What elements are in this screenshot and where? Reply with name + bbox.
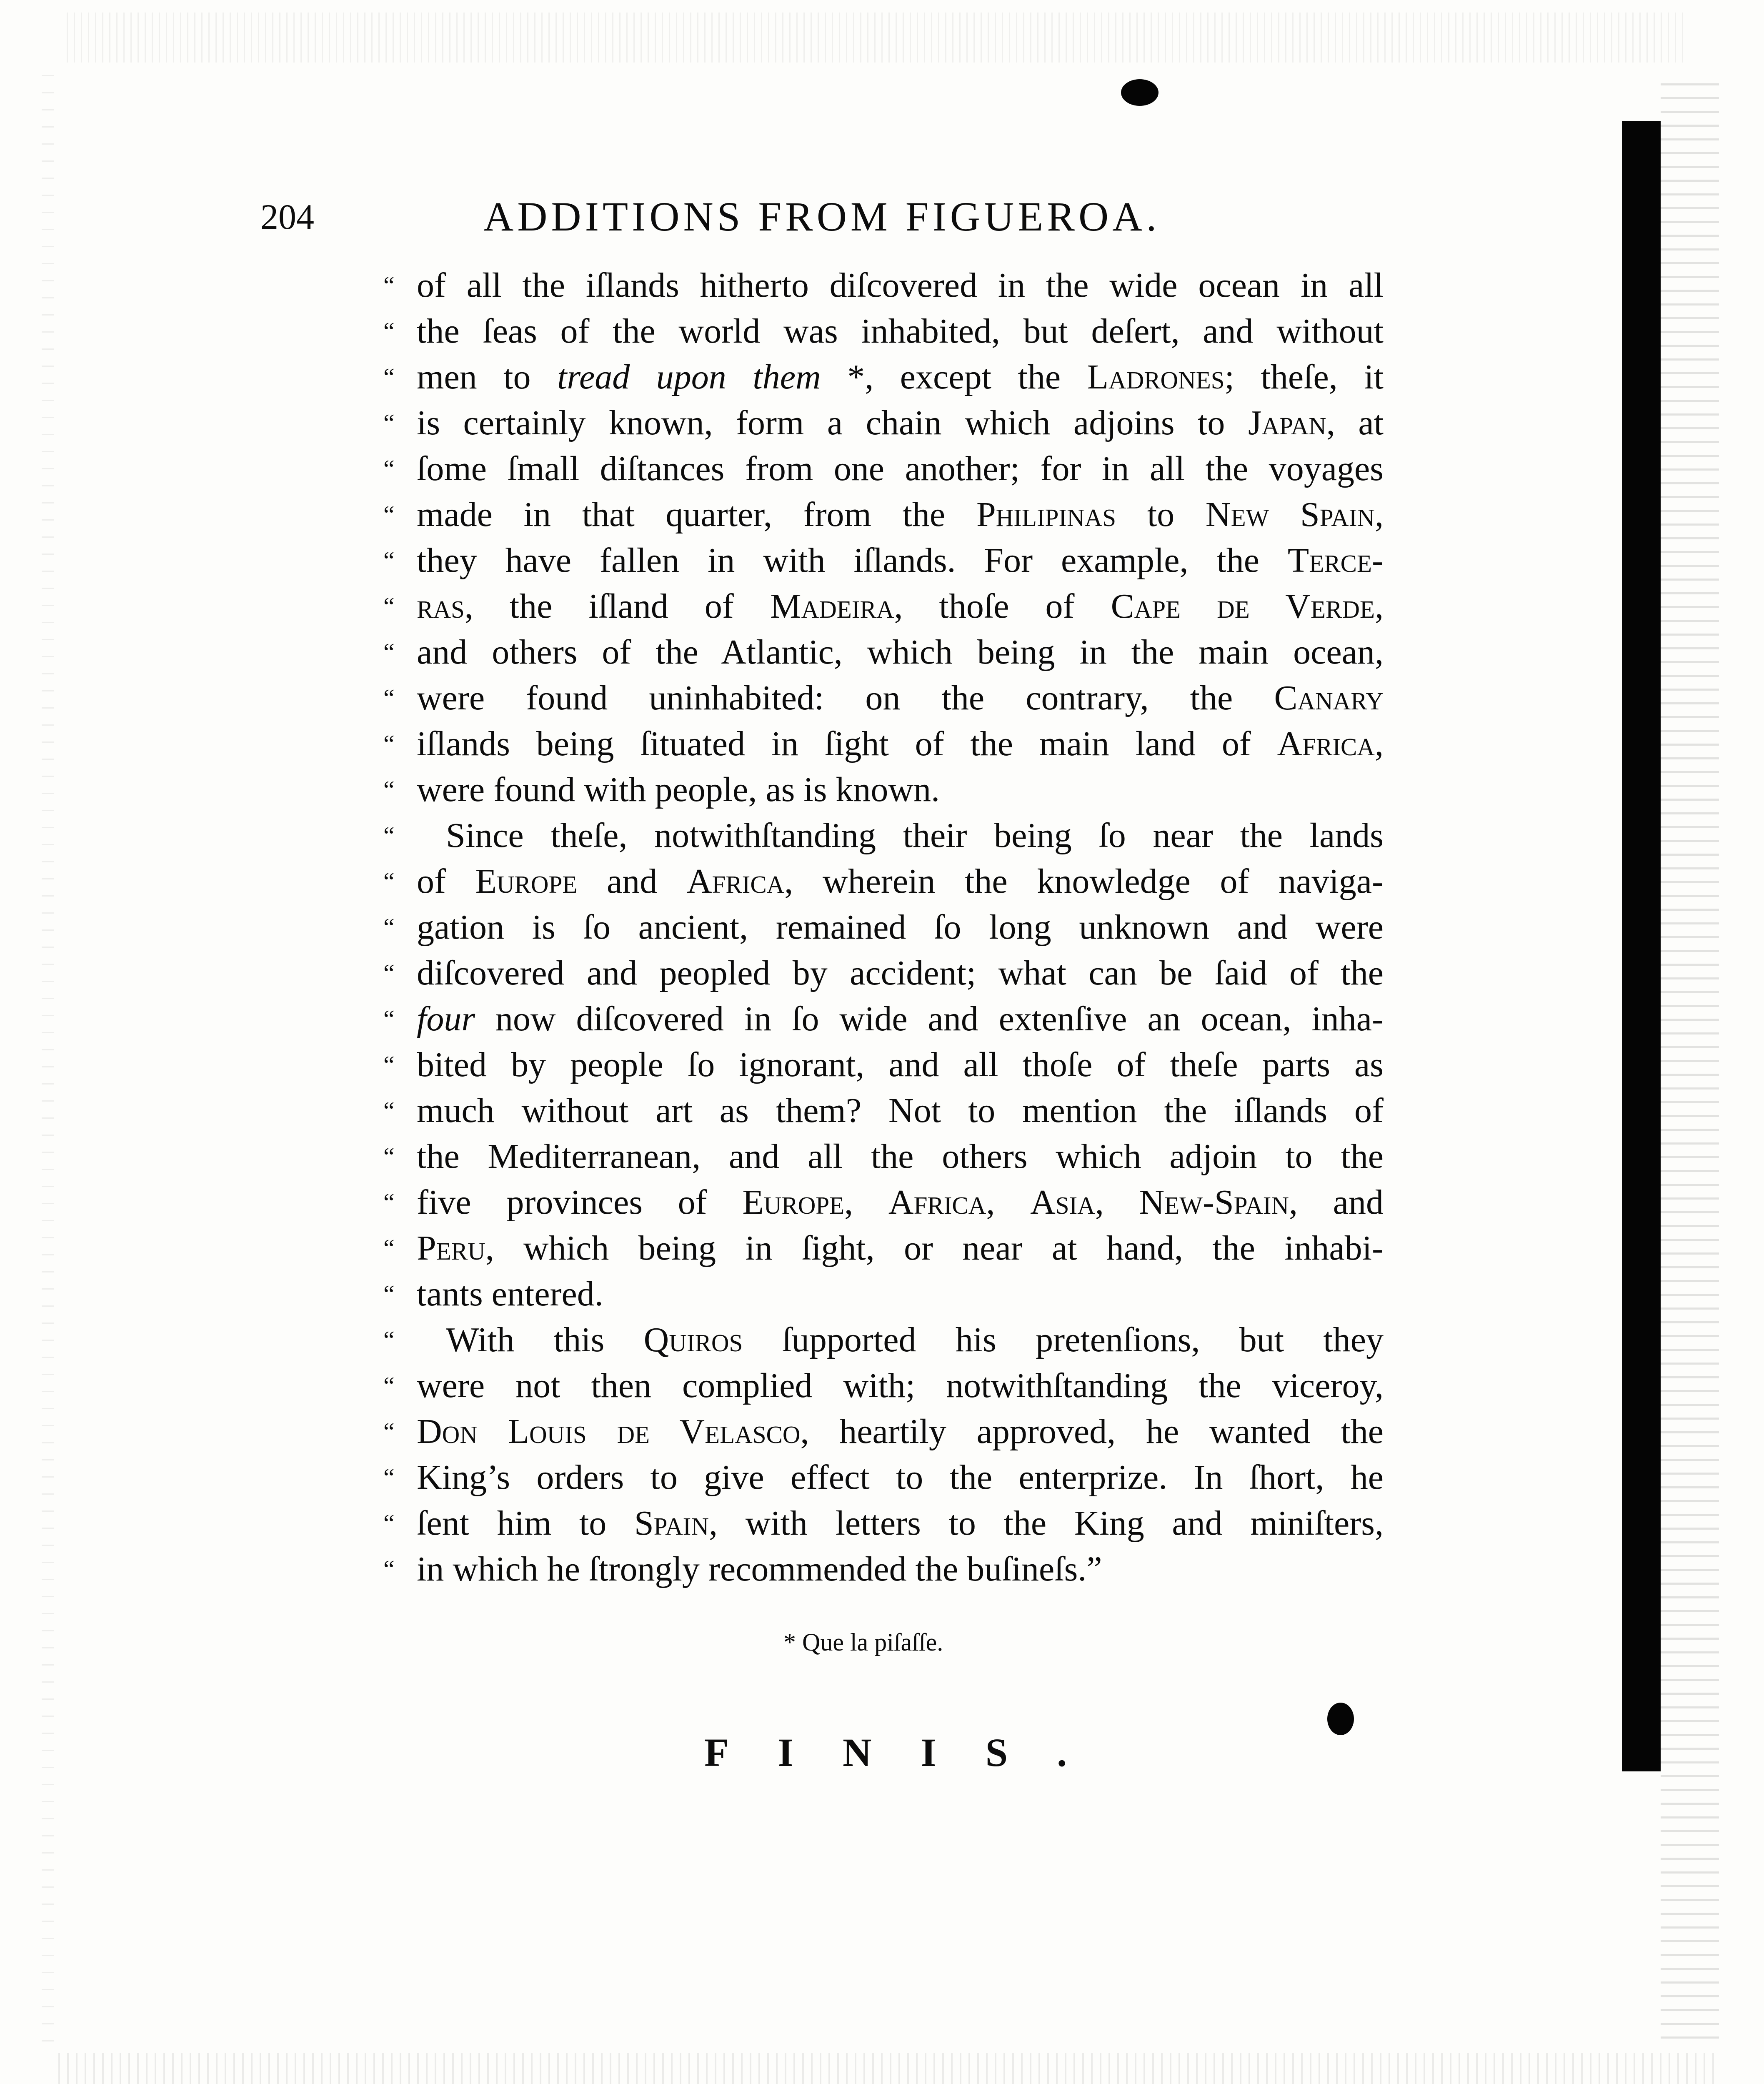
text-run: and <box>577 862 687 901</box>
text-line <box>383 400 1384 446</box>
quote-mark: “ <box>383 318 395 345</box>
footnote: * Que la piſaſſe. <box>783 1628 943 1656</box>
text-run: , <box>986 1183 1031 1222</box>
body-text <box>383 263 1384 1609</box>
scan-edge-left <box>42 75 54 2051</box>
quote-mark: “ <box>383 1510 395 1537</box>
text-run: Since theſe, notwithſtanding their being ſo near the lands <box>446 816 1384 855</box>
text-line <box>383 263 1384 308</box>
quote-mark: “ <box>383 914 395 941</box>
text-run: With this <box>446 1320 644 1359</box>
line-text <box>417 492 1384 538</box>
text-line <box>383 1317 1384 1363</box>
proper-name: Terce- <box>1287 541 1384 580</box>
text-run: , wherein the knowledge of naviga- <box>784 862 1384 901</box>
ink-blot <box>1121 79 1158 106</box>
line-text <box>446 1317 1384 1363</box>
line-text <box>417 1134 1384 1180</box>
text-run: and others of the Atlantic, which being in the main ocean, <box>417 633 1384 671</box>
text-run: , thoſe of <box>894 587 1111 626</box>
text-run: men to <box>417 358 558 396</box>
text-run: iſlands being ſituated in ſight of the main land of <box>417 724 1277 763</box>
text-run: , at <box>1326 403 1384 442</box>
text-line <box>383 675 1384 721</box>
quote-mark: “ <box>383 593 395 620</box>
text-run: diſcovered and peopled by accident; what can be ſaid of the <box>417 954 1384 992</box>
text-run: tants entered. <box>417 1275 603 1313</box>
line-text <box>417 1363 1384 1409</box>
text-run: , <box>1095 1183 1139 1222</box>
line-text <box>417 1271 1384 1317</box>
text-run: were found with people, as is known. <box>417 770 940 809</box>
line-text <box>417 767 1384 813</box>
text-run: , heartily approved, he wanted the <box>800 1412 1384 1451</box>
proper-name: Cape de Verde <box>1111 587 1375 626</box>
text-line <box>383 1271 1384 1317</box>
ink-blot <box>1327 1703 1354 1735</box>
line-text <box>417 950 1384 996</box>
quote-mark: “ <box>383 959 395 987</box>
text-run: much without art as them? Not to mention the iſlands of <box>417 1091 1384 1130</box>
line-text <box>417 1409 1384 1455</box>
proper-name: Europe <box>475 862 578 901</box>
text-line <box>383 904 1384 950</box>
line-text <box>417 996 1384 1042</box>
text-line <box>383 1409 1384 1455</box>
proper-name: Asia <box>1030 1183 1095 1222</box>
text-line <box>383 1042 1384 1088</box>
text-run: to <box>1116 495 1206 534</box>
proper-name: Japan <box>1248 403 1326 442</box>
scan-edge-bottom <box>58 2053 1717 2084</box>
quote-mark: “ <box>383 1555 395 1583</box>
text-line <box>383 538 1384 584</box>
text-run: bited by people ſo ignorant, and all thoſe of theſe parts as <box>417 1045 1384 1084</box>
quote-mark: “ <box>383 1097 395 1125</box>
running-head: ADDITIONS FROM FIGUEROA. <box>483 193 1161 240</box>
proper-name: Peru <box>417 1229 485 1267</box>
text-line <box>383 1363 1384 1409</box>
quote-mark: “ <box>383 1464 395 1491</box>
text-run: ſupported his pretenſions, but they <box>743 1320 1384 1359</box>
proper-name: Africa <box>686 862 785 901</box>
text-run: *, except the <box>821 358 1087 396</box>
line-text <box>417 446 1384 492</box>
line-text <box>417 1088 1384 1134</box>
quote-mark: “ <box>383 639 395 666</box>
text-run: , which being in ſight, or near at hand, the inhabi- <box>485 1229 1384 1267</box>
quote-mark: “ <box>383 455 395 483</box>
italic-text: four <box>417 999 475 1038</box>
text-run: , and <box>1289 1183 1384 1222</box>
text-run: , <box>844 1183 888 1222</box>
quote-mark: “ <box>383 272 395 299</box>
text-line <box>383 950 1384 996</box>
text-run: gation is ſo ancient, remained ſo long unknown and were <box>417 908 1384 947</box>
quote-mark: “ <box>383 868 395 895</box>
text-run: , with letters to the King and miniſters, <box>708 1504 1384 1543</box>
page-header <box>260 190 1327 244</box>
line-text <box>417 263 1384 308</box>
text-line <box>383 584 1384 629</box>
quote-mark: “ <box>383 363 395 391</box>
text-run: were found uninhabited: on the contrary, the <box>417 679 1274 717</box>
quote-mark: “ <box>383 501 395 529</box>
text-run: the Mediterranean, and all the others which adjoin to the <box>417 1137 1384 1176</box>
text-line <box>383 1500 1384 1546</box>
text-line <box>383 767 1384 813</box>
text-run: five provinces of <box>417 1183 743 1222</box>
text-run: in which he ſtrongly recommended the buſineſs.” <box>417 1550 1102 1588</box>
quote-mark: “ <box>383 547 395 574</box>
text-run: , <box>1375 724 1384 763</box>
line-text <box>417 1042 1384 1088</box>
finis: FINIS. <box>704 1730 1116 1775</box>
scan-edge-top <box>67 13 1684 63</box>
text-run: is certainly known, form a chain which adjoins to <box>417 403 1248 442</box>
text-run: the ſeas of the world was inhabited, but deſert, and without <box>417 312 1384 351</box>
text-line <box>383 1455 1384 1500</box>
proper-name: Madeira <box>770 587 894 626</box>
line-text <box>417 1225 1384 1271</box>
text-line <box>383 813 1384 859</box>
text-run: , <box>1375 587 1384 626</box>
text-line <box>383 492 1384 538</box>
proper-name: Don Louis de Velasco <box>417 1412 801 1451</box>
text-line <box>383 1088 1384 1134</box>
quote-mark: “ <box>383 1143 395 1170</box>
text-line <box>383 354 1384 400</box>
text-run: ſent him to <box>417 1504 634 1543</box>
text-line <box>383 1180 1384 1225</box>
proper-name: Ladrones <box>1087 358 1225 396</box>
text-run: they have fallen in with iſlands. For example, the <box>417 541 1288 580</box>
text-line <box>383 1134 1384 1180</box>
page-number: 204 <box>260 197 314 237</box>
quote-mark: “ <box>383 1051 395 1079</box>
text-line <box>383 721 1384 767</box>
quote-mark: “ <box>383 730 395 758</box>
line-text <box>417 354 1384 400</box>
text-run: were not then complied with; notwithſtanding the viceroy, <box>417 1366 1384 1405</box>
text-line <box>383 629 1384 675</box>
text-line <box>383 1546 1384 1592</box>
text-line <box>383 1225 1384 1271</box>
text-line <box>383 859 1384 904</box>
quote-mark: “ <box>383 409 395 437</box>
text-run: of all the iſlands hitherto diſcovered in the wide ocean in all <box>417 266 1384 305</box>
text-run: now diſcovered in ſo wide and extenſive an ocean, inha- <box>475 999 1384 1038</box>
binding-shadow-bar <box>1622 121 1661 1771</box>
text-run: of <box>417 862 475 901</box>
proper-name: Africa <box>1277 724 1375 763</box>
proper-name: New-Spain <box>1139 1183 1289 1222</box>
text-run: made in that quarter, from the <box>417 495 976 534</box>
line-text <box>417 538 1384 584</box>
line-text <box>417 1500 1384 1546</box>
text-run: King’s orders to give effect to the enterprize. In ſhort, he <box>417 1458 1384 1497</box>
quote-mark: “ <box>383 1005 395 1033</box>
text-line <box>383 308 1384 354</box>
line-text <box>417 584 1384 629</box>
line-text <box>417 1180 1384 1225</box>
proper-name: Africa <box>888 1183 986 1222</box>
quote-mark: “ <box>383 1418 395 1445</box>
proper-name: Quiros <box>643 1320 743 1359</box>
italic-text: tread upon them <box>557 358 821 396</box>
line-text <box>417 721 1384 767</box>
text-line <box>383 446 1384 492</box>
proper-name: Spain <box>634 1504 709 1543</box>
quote-mark: “ <box>383 1372 395 1400</box>
quote-mark: “ <box>383 776 395 804</box>
line-text <box>417 308 1384 354</box>
quote-mark: “ <box>383 1235 395 1262</box>
proper-name: ras <box>417 587 465 626</box>
proper-name: New Spain <box>1205 495 1375 534</box>
line-text <box>417 400 1384 446</box>
proper-name: Canary <box>1274 679 1384 717</box>
text-run: ; theſe, it <box>1224 358 1384 396</box>
binding-edge-noise <box>1661 83 1719 2042</box>
quote-mark: “ <box>383 1326 395 1354</box>
text-run: , <box>1375 495 1384 534</box>
quote-mark: “ <box>383 684 395 712</box>
quote-mark: “ <box>383 822 395 849</box>
line-text <box>417 904 1384 950</box>
proper-name: Europe <box>742 1183 845 1222</box>
proper-name: Philipinas <box>976 495 1116 534</box>
line-text <box>417 1546 1384 1592</box>
quote-mark: “ <box>383 1189 395 1216</box>
line-text <box>417 1455 1384 1500</box>
line-text <box>417 859 1384 904</box>
text-run: ſome ſmall diſtances from one another; for in all the voyages <box>417 449 1384 488</box>
line-text <box>417 629 1384 675</box>
line-text <box>446 813 1384 859</box>
text-run: , the iſland of <box>464 587 770 626</box>
quote-mark: “ <box>383 1280 395 1308</box>
line-text <box>417 675 1384 721</box>
text-line <box>383 996 1384 1042</box>
